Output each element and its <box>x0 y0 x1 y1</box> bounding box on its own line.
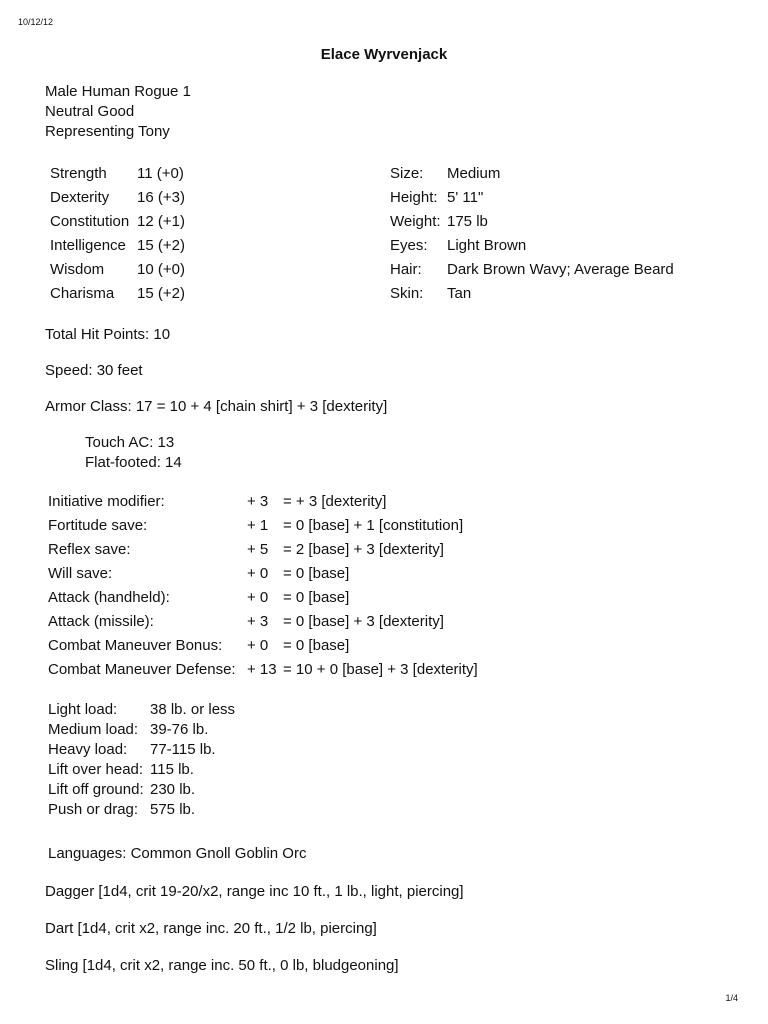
trait-label: Eyes: <box>390 237 428 254</box>
trait-value: Tan <box>447 285 472 302</box>
modifier-label: Reflex save: <box>48 541 131 558</box>
trait-label: Hair: <box>390 261 422 278</box>
languages: Languages: Common Gnoll Goblin Orc <box>48 845 307 862</box>
load-label: Heavy load: <box>48 741 128 758</box>
modifier-detail: = 0 [base] <box>283 637 350 654</box>
armor-class: Armor Class: 17 = 10 + 4 [chain shirt] + 3 [dexterity] <box>45 398 388 415</box>
ability-value: 11 (+0) <box>137 165 184 182</box>
load-label: Medium load: <box>48 721 139 738</box>
load-value: 575 lb. <box>150 801 196 818</box>
trait-value: 5' 11" <box>447 189 484 206</box>
ability-name: Dexterity <box>50 189 110 206</box>
load-label: Lift over head: <box>48 761 144 778</box>
load-value: 230 lb. <box>150 781 196 798</box>
ability-name: Wisdom <box>50 261 105 278</box>
load-label: Push or drag: <box>48 801 139 818</box>
speed: Speed: 30 feet <box>45 362 143 379</box>
trait-value: Light Brown <box>447 237 527 254</box>
modifier-value: + 13 <box>247 661 277 678</box>
modifier-value: + 3 <box>247 613 269 630</box>
hit-points: Total Hit Points: 10 <box>45 326 171 343</box>
ability-value: 15 (+2) <box>137 237 185 254</box>
modifier-value: + 3 <box>247 493 269 510</box>
trait-label: Weight: <box>390 213 441 230</box>
modifier-detail: = 0 [base] + 3 [dexterity] <box>283 613 444 630</box>
modifier-value: + 0 <box>247 565 269 582</box>
race-class-line: Male Human Rogue 1 <box>45 83 191 100</box>
flat-footed-ac: Flat-footed: 14 <box>85 454 182 471</box>
modifier-detail: = 0 [base] <box>283 589 350 606</box>
modifier-label: Attack (handheld): <box>48 589 170 606</box>
load-value: 38 lb. or less <box>150 701 236 718</box>
trait-value: Medium <box>447 165 501 182</box>
page-number: 1/4 <box>725 993 738 1003</box>
weapon-entry: Sling [1d4, crit x2, range inc. 50 ft., 0 lb, bludgeoning] <box>45 957 399 974</box>
modifier-detail: = 10 + 0 [base] + 3 [dexterity] <box>283 661 478 678</box>
modifier-value: + 0 <box>247 589 269 606</box>
ability-name: Constitution <box>50 213 130 230</box>
character-name-title: Elace Wyrvenjack <box>320 46 448 63</box>
trait-value: 175 lb <box>447 213 488 230</box>
weapon-entry: Dagger [1d4, crit 19-20/x2, range inc 10 ft., 1 lb., light, piercing] <box>45 883 464 900</box>
weapon-entry: Dart [1d4, crit x2, range inc. 20 ft., 1/2 lb, piercing] <box>45 920 377 937</box>
trait-value: Dark Brown Wavy; Average Beard <box>447 261 674 278</box>
trait-label: Size: <box>390 165 424 182</box>
load-value: 39-76 lb. <box>150 721 209 738</box>
alignment-line: Neutral Good <box>45 103 135 120</box>
ability-value: 12 (+1) <box>137 213 185 230</box>
modifier-value: + 5 <box>247 541 269 558</box>
trait-label: Skin: <box>390 285 424 302</box>
modifier-label: Attack (missile): <box>48 613 154 630</box>
modifier-label: Combat Maneuver Defense: <box>48 661 236 678</box>
modifier-label: Fortitude save: <box>48 517 148 534</box>
load-value: 115 lb. <box>150 761 194 778</box>
print-date: 10/12/12 <box>18 17 54 27</box>
ability-value: 16 (+3) <box>137 189 185 206</box>
load-value: 77-115 lb. <box>150 741 216 758</box>
ability-name: Intelligence <box>50 237 126 254</box>
modifier-value: + 1 <box>247 517 269 534</box>
modifier-label: Will save: <box>48 565 113 582</box>
modifier-detail: = + 3 [dexterity] <box>283 493 387 510</box>
modifier-detail: = 0 [base] <box>283 565 350 582</box>
ability-name: Charisma <box>50 285 115 302</box>
modifier-value: + 0 <box>247 637 269 654</box>
load-label: Light load: <box>48 701 118 718</box>
trait-label: Height: <box>390 189 438 206</box>
ability-name: Strength <box>50 165 107 182</box>
modifier-label: Initiative modifier: <box>48 493 165 510</box>
ability-value: 15 (+2) <box>137 285 185 302</box>
ability-value: 10 (+0) <box>137 261 185 278</box>
modifier-detail: = 0 [base] + 1 [constitution] <box>283 517 464 534</box>
player-line: Representing Tony <box>45 123 170 140</box>
modifier-label: Combat Maneuver Bonus: <box>48 637 223 654</box>
load-label: Lift off ground: <box>48 781 144 798</box>
touch-ac: Touch AC: 13 <box>85 434 175 451</box>
modifier-detail: = 2 [base] + 3 [dexterity] <box>283 541 444 558</box>
